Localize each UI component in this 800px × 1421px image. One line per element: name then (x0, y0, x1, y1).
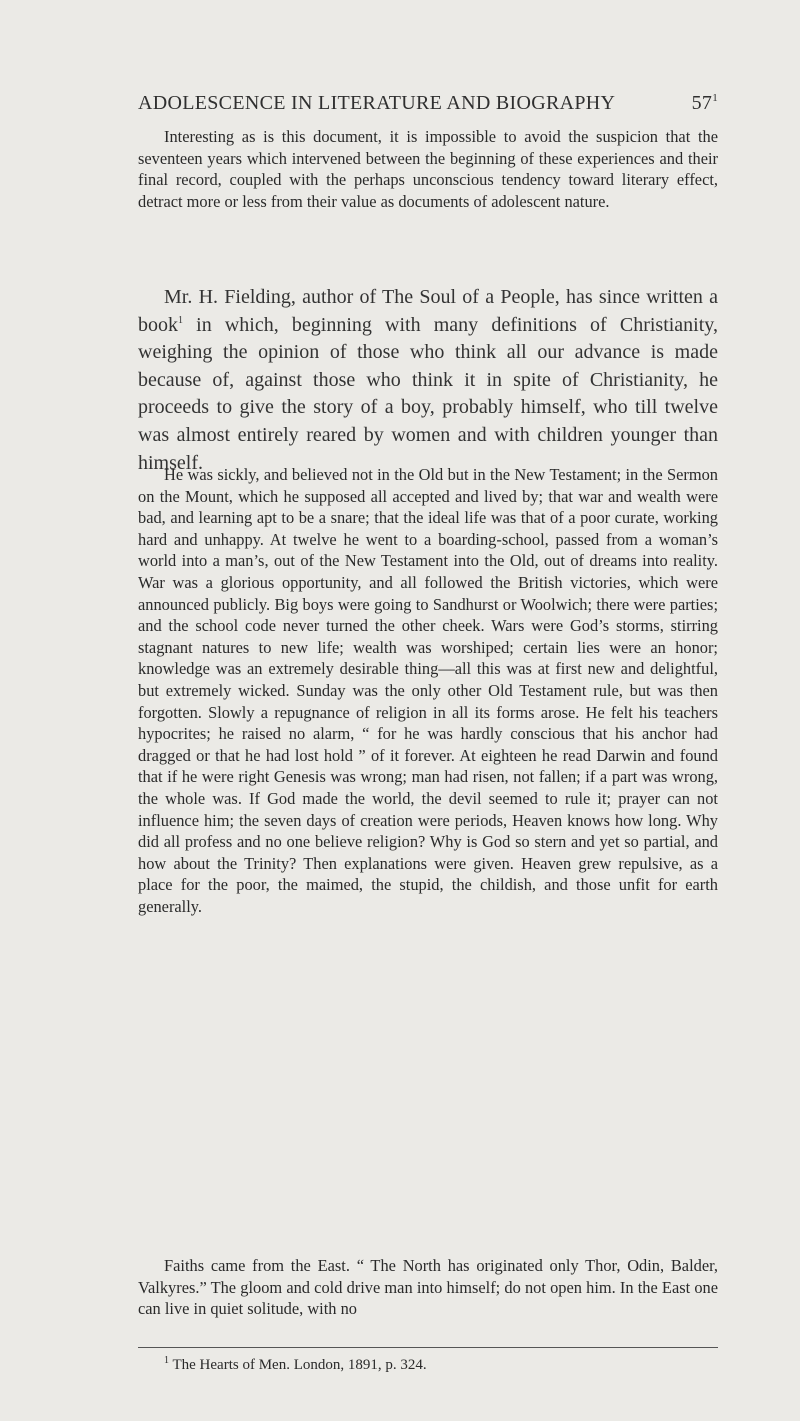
footnote-divider (138, 1347, 718, 1348)
paragraph-4-text: Faiths came from the East. “ The North has originated only Thor, Odin, Balder, Valkyres.” The gloom and cold drive man into himself; do not open him. In the East one can live in quiet solitude, with no (138, 1256, 718, 1319)
paragraph-2-after-ref: in which, beginning with many definitions of Christianity, weighing the opinion of those who think all our advance is made because of, against those who think it in spite of Christianity, he proceeds to give the story of a boy, probably himself, who till twelve was almost entirely reared by women and with children younger than himself. (138, 313, 718, 474)
paragraph-4 (138, 1255, 718, 1320)
paragraph-3-text: He was sickly, and believed not in the Old but in the New Testament; in the Sermon on the Mount, which he supposed all accepted and lived by; that war and wealth were bad, and learning apt to be a snare; that the ideal life was that of a poor curate, working hard and unhappy. At twelve he went to a boarding-school, passed from a woman’s world into a man’s, out of the New Testament into the Old, out of dreams into reality. War was a glorious opportunity, and all followed the British victories, which were announced publicly. Big boys were going to Sandhurst or Woolwich; there were parties; and the school code never turned the other cheek. Wars were God’s storms, stirring stagnant natures to new life; wealth was worshiped; certain lies were an honor; knowledge was an extremely desirable thing—all this was at first new and delightful, but extremely wicked. Sunday was the only other Old Testament rule, but was then forgotten. Slowly a repugnance of religion in all its forms arose. He felt his teachers hypocrites; he raised no alarm, “ for he was hardly conscious that his anchor had dragged or that he had lost hold ” of it forever. At eighteen he read Darwin and found that if he were right Genesis was wrong; man had risen, not fallen; if a part was wrong, the whole was. If God made the world, the devil seemed to rule it; prayer can not influence him; the seven days of creation were periods, Heaven knows how long. Why did all profess and no one believe religion? Why is God so stern and yet so partial, and how about the Trinity? Then explanations were given. Heaven grew repulsive, as a place for the poor, the maimed, the stupid, the childish, and those unfit for earth generally. (138, 465, 718, 916)
paragraph-1 (138, 126, 718, 212)
footnote-text: The Hearts of Men. London, 1891, p. 324. (169, 1357, 427, 1373)
paragraph-2 (138, 284, 718, 477)
footnote-reference: 1 (178, 314, 183, 326)
running-title: ADOLESCENCE IN LITERATURE AND BIOGRAPHY (138, 92, 616, 114)
page-number (692, 92, 718, 115)
footnote (164, 1355, 724, 1375)
running-head (138, 92, 718, 115)
footnote-marker: 1 (164, 1355, 169, 1366)
paragraph-2-before-ref: Mr. H. Fielding, author of The Soul of a People, has since written a book (138, 286, 718, 336)
paragraph-3 (138, 464, 718, 917)
page-number-suffix: 1 (712, 92, 718, 104)
paragraph-1-text: Interesting as is this document, it is impossible to avoid the suspicion that the seventeen years which intervened between the beginning of these experiences and their final record, coupled with the perhaps unconscious tendency toward literary effect, detract more or less from their value as documents of adolescent nature. (138, 127, 718, 211)
paragraph-2-text (138, 284, 718, 477)
page-number-value: 57 (691, 92, 713, 114)
